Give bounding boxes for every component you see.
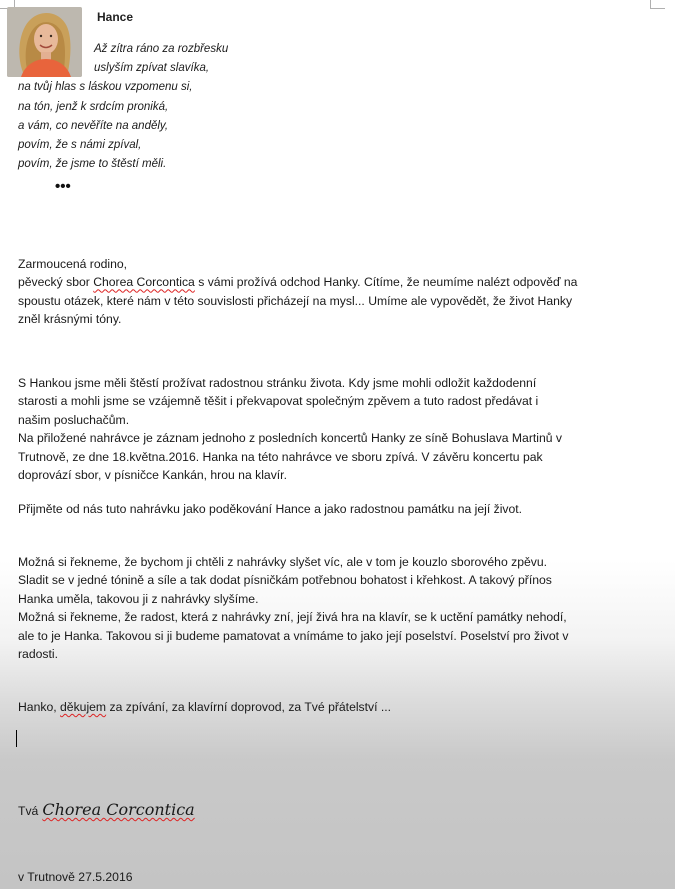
poem-line: uslyším zpívat slavíka, [94,62,210,75]
signature-prefix: Tvá [18,804,39,818]
text-line: pěvecký sbor Chorea Corcontica s vámi prožívá odchod Hanky. Cítíme, že neumíme nalézt odpověď na [18,275,578,290]
thanks-word-spellcheck: děkujem [60,700,107,714]
dedication-paragraph [18,500,658,518]
signature [18,800,195,819]
text-line: Možná si řekneme, že radost, která z nahrávky zní, její živá hra na klavír, se k uctění památky nehodí, [18,610,567,625]
place-date: v Trutnově 27.5.2016 [18,870,133,884]
page-corner-mark-right [650,0,665,9]
text-line: starosti a mohli jsme se vzájemně těšit i překvapovat společným zpěvem a tuto radost předávat i [18,394,539,409]
text-line: Sladit se v jedné tónině a síle a tak dodat písničkám potřebnou bohatost i křehkost. A takový přínos [18,573,552,588]
poem-line: Až zítra ráno za rozbřesku [94,43,229,55]
text-line: Hanko, děkujem za zpívání, za klavírní doprovod, za Tvé přátelství ... [18,700,392,714]
choir-name-spellcheck: Chorea Corcontica [93,275,195,290]
text-line: Možná si řekneme, že bychom ji chtěli z nahrávky slyšet víc, ale v tom je kouzlo sborového zpěvu. [18,555,548,569]
poem-line: povím, že s námi zpíval, [18,139,142,152]
text-line: Trutnově, ze dne 18.května.2016. Hanka na této nahrávce ve sboru zpívá. V závěru koncertu pak [18,449,543,464]
text-line: spoustu otázek, které nám v této souvislosti přicházejí na mysl... Umíme ale vypovědět, že život Hanky [18,293,573,308]
text-line: radosti. [18,647,58,662]
signature-choir-name: Chorea Corcontica [42,800,195,819]
poem-line: na tvůj hlas s láskou vzpomenu si, [18,81,193,94]
poem [18,40,228,174]
text-line: doprovází sbor, v písničce Kankán, hrou na klavír. [18,468,287,483]
greeting-paragraph [18,255,658,329]
text-line: zněl krásnými tóny. [18,312,122,327]
text-line: našim posluchačům. [18,412,130,427]
poem-line: a vám, co nevěříte na anděly, [18,119,169,132]
reflection-paragraph [18,553,658,663]
text-line: Přijměte od nás tuto nahrávku jako poděkování Hance a jako radostnou památku na její život. [18,502,523,516]
thanks-paragraph [18,698,658,716]
section-separator: ••• [55,178,71,195]
text-line: Na přiložené nahrávce je záznam jednoho z posledních koncertů Hanky ze síně Bohuslava Martinů v [18,431,563,446]
poem-line: povím, že jsme to štěstí měli. [18,158,167,171]
text-line: ale to je Hanka. Takovou si ji budeme pamatovat a vnímáme to jako její poselství. Poselství pro život v [18,628,569,643]
poem-line: na tón, jenž k srdcím proniká, [18,100,169,113]
text-line: Hanka uměla, takovou ji z nahrávky slyšíme. [18,591,259,606]
text-cursor[interactable] [16,730,17,747]
memory-paragraph [18,374,658,484]
salutation: Zarmoucená rodino, [18,257,128,271]
text-line: S Hankou jsme měli štěstí prožívat radostnou stránku života. Kdy jsme mohli odložit každodenní [18,376,537,390]
recipient-name: Hance [97,10,134,24]
